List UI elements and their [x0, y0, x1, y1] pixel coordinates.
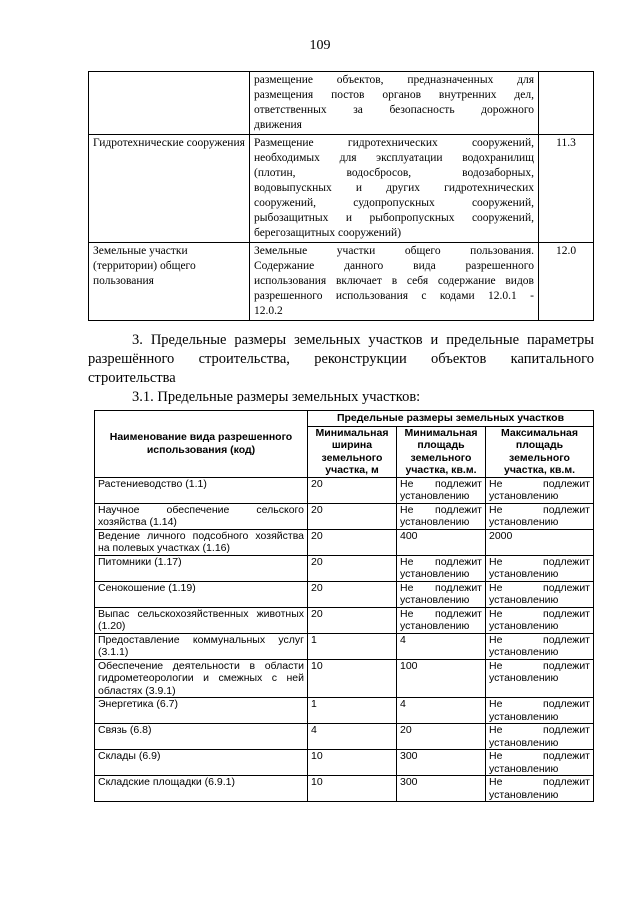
cell-line: областях (3.9.1)	[98, 684, 176, 697]
cell-line: установлению	[489, 672, 559, 684]
cell-line: Не подлежит	[489, 607, 590, 620]
use-type-name	[95, 633, 308, 659]
min-width-value: 20	[308, 503, 397, 529]
cell-line: движения	[254, 119, 302, 131]
table-row	[95, 581, 594, 607]
cell-line: установлению	[489, 620, 559, 632]
use-type-name	[95, 477, 308, 503]
max-area-value	[486, 659, 594, 698]
section-3-line-1: 3. Предельные размеры земельных участков и предельные параметры	[132, 332, 594, 348]
cell-line: 300	[400, 776, 418, 788]
cell-line: установлению	[400, 594, 470, 606]
min-width-value: 20	[308, 477, 397, 503]
cell-line: Земельные участки общего пользования.	[254, 245, 534, 257]
min-width-value: 1	[308, 633, 397, 659]
table-row	[95, 633, 594, 659]
cell-line: установлению	[400, 516, 470, 528]
max-area-value	[486, 750, 594, 776]
cell-line: сооружений, судопропускных сооружений,	[254, 197, 534, 209]
cell-line: установлению	[489, 788, 559, 801]
max-area-value	[486, 529, 594, 555]
cell-line: 300	[400, 750, 418, 762]
use-type-name	[95, 529, 308, 555]
use-type-name	[95, 698, 308, 724]
table-row	[89, 135, 594, 243]
cell-line: (1.20)	[98, 620, 126, 632]
cell-line: установлению	[400, 490, 470, 502]
cell-line: установлению	[489, 736, 559, 749]
table-row	[95, 776, 594, 802]
cell-line: Растениеводство (1.1)	[98, 477, 207, 490]
use-type-name	[95, 659, 308, 698]
max-area-value	[486, 724, 594, 750]
table-row	[89, 243, 594, 321]
min-area-value	[397, 724, 486, 750]
table-row	[95, 698, 594, 724]
use-type-name	[89, 72, 250, 135]
cell-line: Питомники (1.17)	[98, 555, 182, 568]
cell-line: Выпас сельскохозяйственных животных	[98, 607, 304, 620]
cell-line: 2000	[489, 529, 513, 542]
cell-line: установлению	[400, 620, 470, 632]
cell-line: Предоставление коммунальных услуг	[98, 633, 304, 646]
max-area-value	[486, 477, 594, 503]
min-area-value	[397, 698, 486, 724]
use-type-name	[95, 581, 308, 607]
table-row	[95, 555, 594, 581]
cell-line: установлению	[489, 594, 559, 606]
cell-line: Не подлежит	[489, 659, 590, 672]
cell-line: 20	[400, 724, 412, 736]
cell-line: Не подлежит	[489, 477, 590, 490]
page-number: 109	[309, 38, 331, 53]
cell-line: ответственных за безопасность дорожного	[254, 104, 534, 116]
cell-line: использования включает в себя содержание видов	[254, 275, 534, 287]
land-use-types-table	[88, 71, 594, 321]
cell-line: Не подлежит	[489, 555, 590, 568]
section-3-line-3: строительства	[88, 370, 176, 386]
cell-line: Не подлежит	[489, 581, 590, 594]
table-row	[95, 503, 594, 529]
use-type-description	[250, 243, 539, 321]
cell-line: размещение объектов, предназначенных для	[254, 74, 534, 86]
table-row	[95, 607, 594, 633]
cell-line: 400	[400, 529, 418, 542]
use-type-name	[95, 607, 308, 633]
cell-line: установлению	[489, 516, 559, 528]
use-type-code	[539, 72, 594, 135]
cell-line: Обеспечение деятельности в области	[98, 659, 304, 672]
land-plot-size-limits-table	[94, 410, 594, 802]
header-size-limits-group: Предельные размеры земельных участков	[308, 411, 594, 427]
use-type-name	[95, 555, 308, 581]
cell-line: Склады (6.9)	[98, 750, 161, 762]
min-width-value: 20	[308, 529, 397, 555]
cell-line: Сенокошение (1.19)	[98, 581, 196, 594]
cell-line: установлению	[489, 490, 559, 502]
min-area-value	[397, 503, 486, 529]
use-type-code: 12.0	[539, 243, 594, 321]
table-row	[89, 72, 594, 135]
cell-line: водовыпускных и других гидротехнических	[254, 182, 534, 194]
cell-line: разрешенного использования с кодами 12.0.1 -	[254, 290, 534, 302]
max-area-value	[486, 776, 594, 802]
max-area-value	[486, 698, 594, 724]
cell-line: Не подлежит	[489, 633, 590, 646]
cell-line: (3.1.1)	[98, 646, 129, 658]
cell-line: 4	[400, 633, 406, 646]
min-area-value	[397, 581, 486, 607]
min-area-value	[397, 776, 486, 802]
min-width-value: 4	[308, 724, 397, 750]
cell-line: Научное обеспечение сельского	[98, 503, 304, 516]
min-area-value	[397, 555, 486, 581]
cell-line: на полевых участках (1.16)	[98, 542, 230, 554]
cell-line: 100	[400, 659, 418, 672]
max-area-value	[486, 633, 594, 659]
cell-line: установлению	[489, 710, 559, 723]
cell-line: Не подлежит	[489, 724, 590, 736]
header-use-type-name: Наименование вида разрешенного использования (код)	[95, 411, 308, 478]
cell-line: Ведение личного подсобного хозяйства	[98, 529, 304, 542]
cell-line: установлению	[489, 762, 559, 775]
cell-line: Не подлежит	[489, 750, 590, 762]
min-width-value: 10	[308, 750, 397, 776]
max-area-value	[486, 607, 594, 633]
min-area-value	[397, 477, 486, 503]
cell-line: Связь (6.8)	[98, 724, 152, 736]
cell-line: Складские площадки (6.9.1)	[98, 776, 235, 788]
max-area-value	[486, 555, 594, 581]
min-area-value	[397, 607, 486, 633]
use-type-description	[250, 135, 539, 243]
cell-line: хозяйства (1.14)	[98, 516, 177, 528]
cell-line: Содержание данного вида разрешенного	[254, 260, 534, 272]
min-width-value: 1	[308, 698, 397, 724]
cell-line: берегозащитных сооружений)	[254, 227, 402, 239]
table-row	[95, 477, 594, 503]
cell-line: Энергетика (6.7)	[98, 698, 178, 710]
min-width-value: 20	[308, 555, 397, 581]
cell-line: установлению	[400, 568, 470, 580]
use-type-name	[95, 776, 308, 802]
max-area-value	[486, 581, 594, 607]
table-row	[95, 529, 594, 555]
cell-line: Не подлежит	[489, 503, 590, 516]
cell-line: Не подлежит	[489, 776, 590, 788]
cell-line: рыбозащитных и рыбопропускных сооружений,	[254, 212, 534, 224]
cell-line: установлению	[489, 646, 559, 658]
cell-line: установлению	[489, 568, 559, 580]
cell-line: Не подлежит	[400, 581, 482, 594]
min-width-value: 10	[308, 776, 397, 802]
cell-line: Размещение гидротехнических сооружений,	[254, 137, 534, 149]
cell-line: необходимых для эксплуатации водохранилищ	[254, 152, 534, 164]
cell-line: 4	[400, 698, 406, 710]
cell-line: гидрометеорологии и смежных с ней	[98, 672, 304, 684]
min-area-value	[397, 529, 486, 555]
use-type-name: Гидротехнические сооружения	[89, 135, 250, 243]
use-type-name: Земельные участки (территории) общего пользования	[89, 243, 250, 321]
max-area-value	[486, 503, 594, 529]
section-3-heading	[88, 331, 594, 388]
min-area-value	[397, 659, 486, 698]
table-row	[95, 724, 594, 750]
min-width-value: 10	[308, 659, 397, 698]
cell-line: Не подлежит	[489, 698, 590, 710]
cell-line: Не подлежит	[400, 555, 482, 568]
section-3-line-2: разрешённого строительства, реконструкции объектов капитального	[88, 351, 594, 367]
min-area-value	[397, 750, 486, 776]
table-row	[95, 750, 594, 776]
cell-line: размещения постов органов внутренних дел,	[254, 89, 534, 101]
min-width-value: 20	[308, 581, 397, 607]
use-type-description	[250, 72, 539, 135]
cell-line: 12.0.2	[254, 305, 283, 317]
cell-line: Не подлежит	[400, 477, 482, 490]
cell-line: Не подлежит	[400, 607, 482, 620]
use-type-code: 11.3	[539, 135, 594, 243]
header-max-area: Максимальная площадь земельного участка, кв.м.	[486, 426, 594, 477]
min-width-value: 20	[308, 607, 397, 633]
header-min-width: Минимальная ширина земельного участка, м	[308, 426, 397, 477]
use-type-name	[95, 724, 308, 750]
table-row	[95, 659, 594, 698]
subsection-3-1-heading: 3.1. Предельные размеры земельных участков:	[132, 389, 421, 405]
header-min-area: Минимальная площадь земельного участка, кв.м.	[397, 426, 486, 477]
min-area-value	[397, 633, 486, 659]
use-type-name	[95, 503, 308, 529]
cell-line: Не подлежит	[400, 503, 482, 516]
use-type-name	[95, 750, 308, 776]
cell-line: (плотин, водосбросов, водозаборных,	[254, 167, 534, 179]
